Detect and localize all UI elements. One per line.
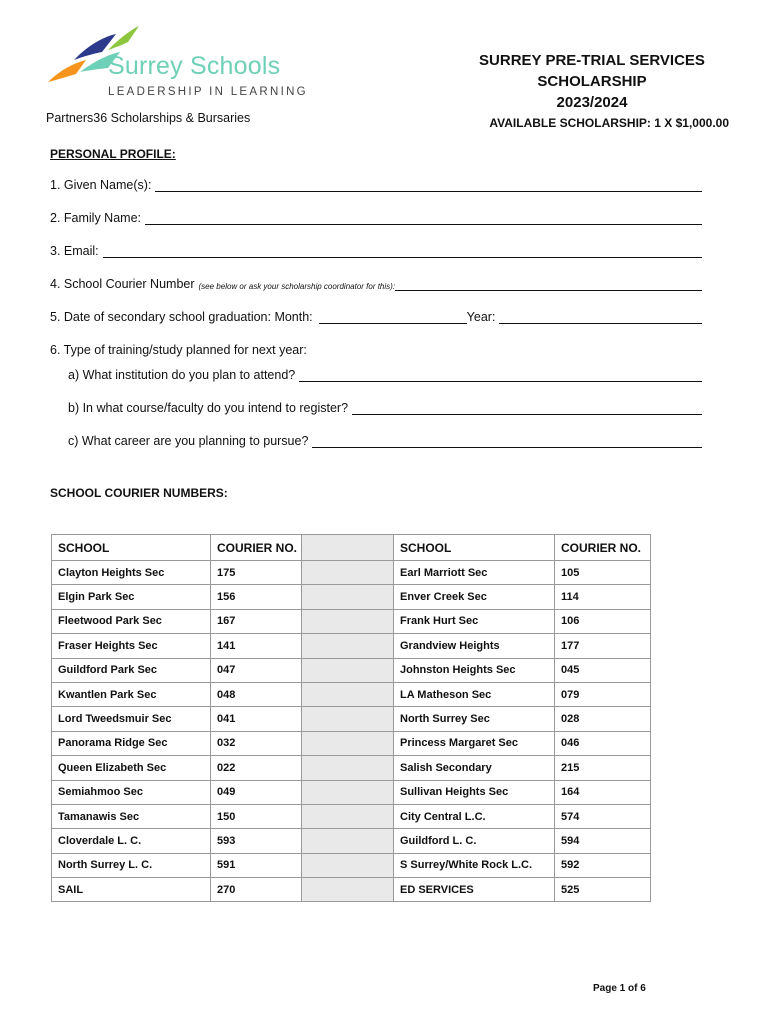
spacer-cell xyxy=(302,535,394,561)
school-cell: LA Matheson Sec xyxy=(394,682,555,706)
courier-field[interactable] xyxy=(395,277,702,291)
courier-number-cell: 594 xyxy=(555,829,651,853)
school-cell: City Central L.C. xyxy=(394,804,555,828)
school-cell: Fraser Heights Sec xyxy=(52,634,211,658)
logo-name: Surrey Schools xyxy=(108,52,281,80)
column-header-school: SCHOOL xyxy=(52,535,211,561)
spacer-cell xyxy=(302,561,394,585)
institution-label: a) What institution do you plan to attend? xyxy=(68,368,296,382)
courier-number-cell: 046 xyxy=(555,731,651,755)
email-label: 3. Email: xyxy=(50,244,99,258)
spacer-cell xyxy=(302,585,394,609)
courier-row xyxy=(50,277,702,291)
courier-number-cell: 175 xyxy=(211,561,302,585)
email-row xyxy=(50,244,702,258)
grad-year-label: Year: xyxy=(466,310,496,324)
spacer-cell xyxy=(302,853,394,877)
school-cell: Princess Margaret Sec xyxy=(394,731,555,755)
column-header-courier: COURIER NO. xyxy=(211,535,302,561)
courier-hint: (see below or ask your scholarship coordinator for this): xyxy=(198,282,396,291)
courier-number-cell: 592 xyxy=(555,853,651,877)
school-cell: ED SERVICES xyxy=(394,878,555,902)
spacer-cell xyxy=(302,829,394,853)
courier-number-cell: 150 xyxy=(211,804,302,828)
partners-label: Partners36 Scholarships & Bursaries xyxy=(46,111,251,125)
school-cell: S Surrey/White Rock L.C. xyxy=(394,853,555,877)
personal-profile-heading: PERSONAL PROFILE: xyxy=(50,147,176,161)
grad-year-field[interactable] xyxy=(499,310,702,324)
courier-number-cell: 047 xyxy=(211,658,302,682)
school-cell: Johnston Heights Sec xyxy=(394,658,555,682)
table-row xyxy=(52,804,651,828)
courier-table xyxy=(51,534,651,902)
course-label: b) In what course/faculty do you intend to register? xyxy=(68,401,349,415)
family-name-row xyxy=(50,211,702,225)
table-row xyxy=(52,829,651,853)
spacer-cell xyxy=(302,756,394,780)
courier-number-cell: 164 xyxy=(555,780,651,804)
courier-number-cell: 525 xyxy=(555,878,651,902)
courier-number-cell: 114 xyxy=(555,585,651,609)
grad-month-field[interactable] xyxy=(319,310,467,324)
available-scholarship: AVAILABLE SCHOLARSHIP: 1 X $1,000.00 xyxy=(489,116,729,130)
courier-number-cell: 105 xyxy=(555,561,651,585)
school-cell: Grandview Heights xyxy=(394,634,555,658)
given-name-row xyxy=(50,178,702,192)
table-row xyxy=(52,658,651,682)
table-row xyxy=(52,780,651,804)
family-name-field[interactable] xyxy=(145,211,702,225)
courier-number-cell: 079 xyxy=(555,682,651,706)
course-row xyxy=(68,401,702,415)
grad-month-label: 5. Date of secondary school graduation: Month: xyxy=(50,310,313,324)
courier-number-cell: 032 xyxy=(211,731,302,755)
institution-field[interactable] xyxy=(299,368,702,382)
courier-label: 4. School Courier Number xyxy=(50,277,195,291)
courier-number-cell: 106 xyxy=(555,609,651,633)
school-cell: Guildford Park Sec xyxy=(52,658,211,682)
table-row xyxy=(52,561,651,585)
institution-row xyxy=(68,368,702,382)
title-line: SURREY PRE-TRIAL SERVICES xyxy=(479,52,705,69)
courier-number-cell: 156 xyxy=(211,585,302,609)
title-line: 2023/2024 xyxy=(556,94,628,111)
school-cell: Fleetwood Park Sec xyxy=(52,609,211,633)
courier-numbers-heading: SCHOOL COURIER NUMBERS: xyxy=(50,486,228,500)
courier-number-cell: 045 xyxy=(555,658,651,682)
school-cell: Queen Elizabeth Sec xyxy=(52,756,211,780)
school-cell: Panorama Ridge Sec xyxy=(52,731,211,755)
table-row xyxy=(52,853,651,877)
school-cell: Salish Secondary xyxy=(394,756,555,780)
page-title xyxy=(462,50,722,113)
graduation-row xyxy=(50,310,702,324)
training-row xyxy=(50,343,702,357)
table-row xyxy=(52,634,651,658)
courier-number-cell: 574 xyxy=(555,804,651,828)
school-cell: Enver Creek Sec xyxy=(394,585,555,609)
column-header-school: SCHOOL xyxy=(394,535,555,561)
spacer-cell xyxy=(302,878,394,902)
spacer-cell xyxy=(302,780,394,804)
courier-number-cell: 141 xyxy=(211,634,302,658)
school-cell: Earl Marriott Sec xyxy=(394,561,555,585)
table-row xyxy=(52,609,651,633)
courier-number-cell: 022 xyxy=(211,756,302,780)
school-cell: Guildford L. C. xyxy=(394,829,555,853)
courier-number-cell: 593 xyxy=(211,829,302,853)
school-cell: Clayton Heights Sec xyxy=(52,561,211,585)
table-row xyxy=(52,878,651,902)
courier-number-cell: 049 xyxy=(211,780,302,804)
given-name-field[interactable] xyxy=(155,178,702,192)
spacer-cell xyxy=(302,731,394,755)
career-field[interactable] xyxy=(312,434,702,448)
spacer-cell xyxy=(302,804,394,828)
career-row xyxy=(68,434,702,448)
school-cell: North Surrey Sec xyxy=(394,707,555,731)
given-name-label: 1. Given Name(s): xyxy=(50,178,152,192)
school-cell: Cloverdale L. C. xyxy=(52,829,211,853)
spacer-cell xyxy=(302,707,394,731)
courier-number-cell: 591 xyxy=(211,853,302,877)
school-cell: Frank Hurt Sec xyxy=(394,609,555,633)
page-number: Page 1 of 6 xyxy=(593,983,646,994)
school-cell: North Surrey L. C. xyxy=(52,853,211,877)
table-row xyxy=(52,585,651,609)
courier-number-cell: 041 xyxy=(211,707,302,731)
title-line: SCHOLARSHIP xyxy=(537,73,647,90)
school-cell: Tamanawis Sec xyxy=(52,804,211,828)
table-row xyxy=(52,731,651,755)
courier-number-cell: 177 xyxy=(555,634,651,658)
table-header-row xyxy=(52,535,651,561)
courier-number-cell: 048 xyxy=(211,682,302,706)
family-name-label: 2. Family Name: xyxy=(50,211,141,225)
school-cell: Sullivan Heights Sec xyxy=(394,780,555,804)
spacer-cell xyxy=(302,609,394,633)
school-cell: Lord Tweedsmuir Sec xyxy=(52,707,211,731)
table-row xyxy=(52,682,651,706)
course-field[interactable] xyxy=(352,401,702,415)
school-cell: Semiahmoo Sec xyxy=(52,780,211,804)
logo-tagline: LEADERSHIP IN LEARNING xyxy=(108,86,308,98)
courier-number-cell: 270 xyxy=(211,878,302,902)
training-label: 6. Type of training/study planned for next year: xyxy=(50,343,307,357)
email-field[interactable] xyxy=(103,244,702,258)
table-row xyxy=(52,756,651,780)
courier-number-cell: 028 xyxy=(555,707,651,731)
spacer-cell xyxy=(302,682,394,706)
courier-number-cell: 167 xyxy=(211,609,302,633)
spacer-cell xyxy=(302,658,394,682)
table-row xyxy=(52,707,651,731)
school-cell: Elgin Park Sec xyxy=(52,585,211,609)
courier-number-cell: 215 xyxy=(555,756,651,780)
school-cell: Kwantlen Park Sec xyxy=(52,682,211,706)
career-label: c) What career are you planning to pursue? xyxy=(68,434,309,448)
school-cell: SAIL xyxy=(52,878,211,902)
spacer-cell xyxy=(302,634,394,658)
column-header-courier: COURIER NO. xyxy=(555,535,651,561)
